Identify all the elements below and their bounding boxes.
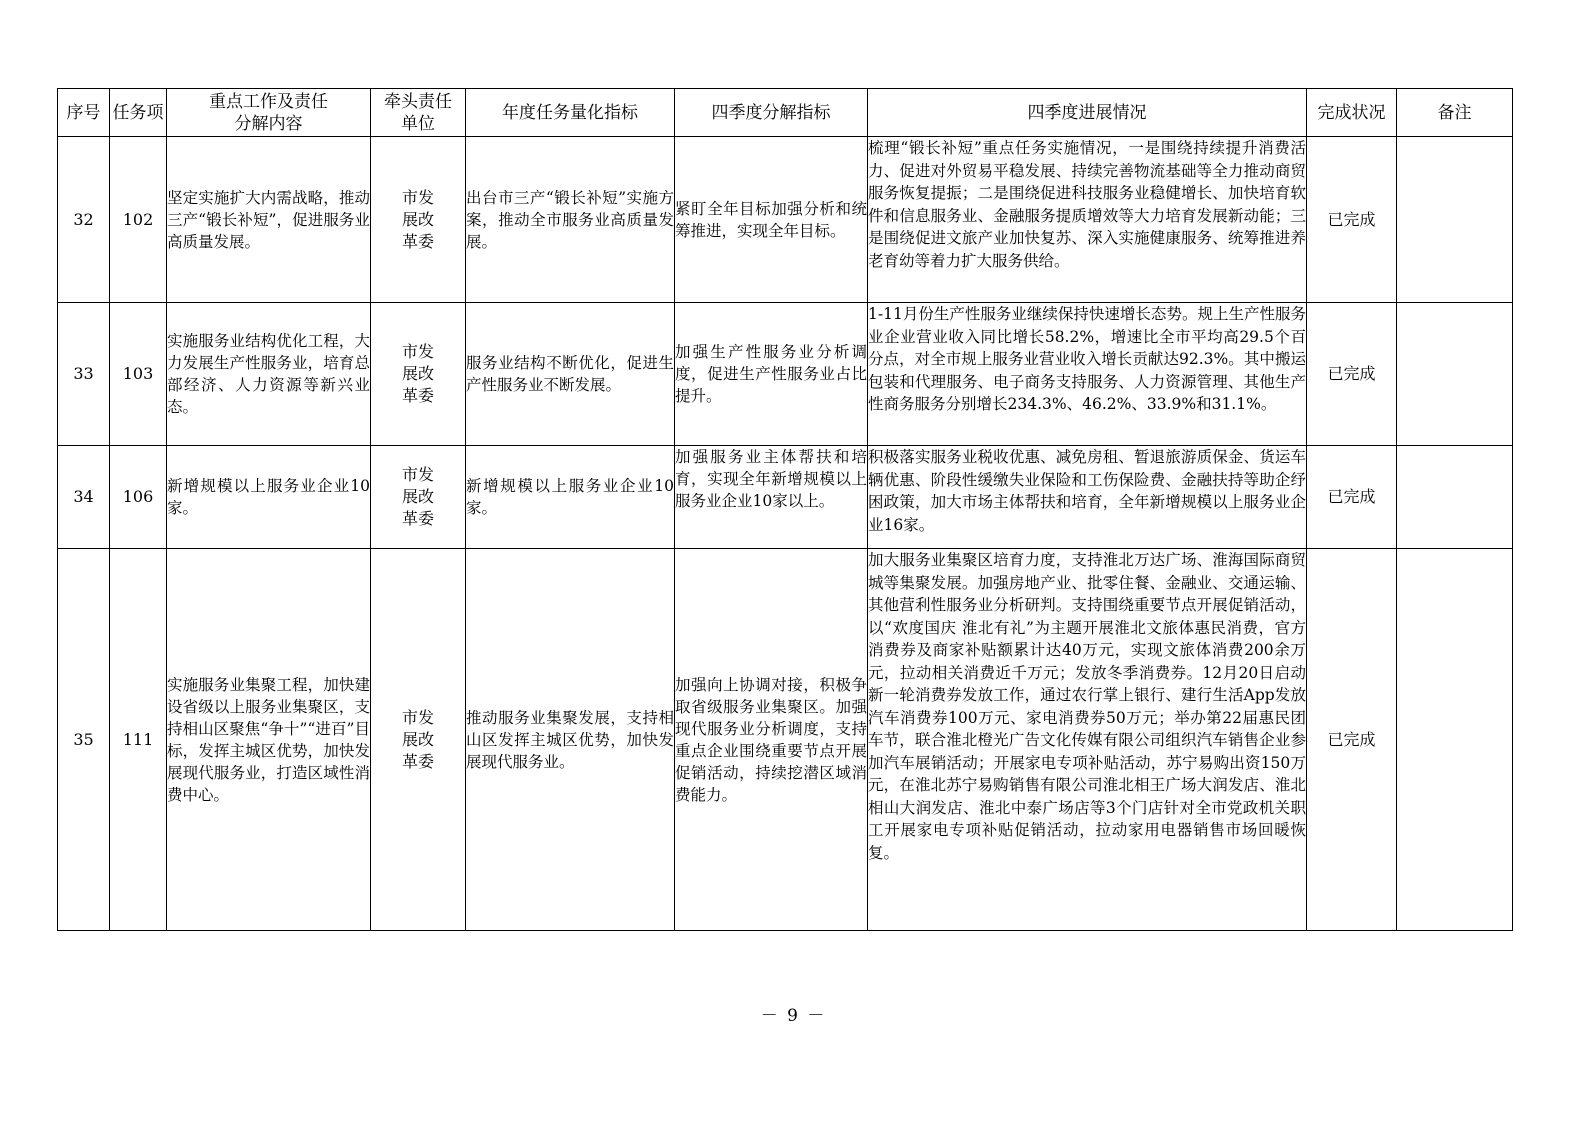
cell-q4-progress: 加大服务业集聚区培育力度，支持淮北万达广场、淮海国际商贸城等集聚发展。加强房地产业、批零住餐、金融业、交通运输、其他营利性服务业分析研判。支持围绕重要节点开展促销活动，以“欢度国庆 淮北有礼”为主题开展淮北文旅体惠民消费，官方消费券及商家补贴额累计达40万元，实现文旅体消费200余万元，拉动相关消费近千万元；发放冬季消费券。12月20日启动新一轮消费券发放工作，通过农行掌上银行、建行生活App发放汽车消费券100万元、家电消费券50万元；举办第22届惠民团车节，联合淮北橙光广告文化传媒有限公司组织汽车销售企业参加汽车展销活动；开展家电专项补贴活动，苏宁易购出资150万元，在淮北苏宁易购销售有限公司淮北相王广场大润发店、淮北相山大润发店、淮北中泰广场店等3个门店针对全市党政机关职工开展家电专项补贴促销活动，拉动家用电器销售市场回暖恢复。 — [868, 549, 1307, 931]
cell-index: 35 — [58, 549, 110, 931]
table-header-row — [58, 89, 1513, 137]
cell-unit: 市发展改革委 — [371, 137, 466, 303]
cell-task: 103 — [110, 303, 167, 446]
cell-annual-target: 服务业结构不断优化，促进生产性服务业不断发展。 — [466, 303, 675, 446]
header-annual-target: 年度任务量化指标 — [466, 89, 675, 137]
cell-task: 111 — [110, 549, 167, 931]
cell-index: 33 — [58, 303, 110, 446]
cell-note — [1397, 549, 1513, 931]
cell-unit: 市发展改革委 — [371, 303, 466, 446]
cell-index: 34 — [58, 446, 110, 549]
header-status: 完成状况 — [1307, 89, 1397, 137]
cell-index: 32 — [58, 137, 110, 303]
cell-q4-progress: 梳理“锻长补短”重点任务实施情况，一是围绕持续提升消费活力、促进对外贸易平稳发展、持续完善物流基础等全力推动商贸服务恢复提振；二是围绕促进科技服务业稳健增长、加快培育软件和信息服务业、金融服务提质增效等大力培育发展新动能；三是围绕促进文旅产业加快复苏、深入实施健康服务、统筹推进养老育幼等着力扩大服务供给。 — [868, 137, 1307, 303]
cell-task: 102 — [110, 137, 167, 303]
header-index: 序号 — [58, 89, 110, 137]
cell-unit: 市发展改革委 — [371, 549, 466, 931]
cell-annual-target: 新增规模以上服务业企业10家。 — [466, 446, 675, 549]
cell-q4-target: 加强服务业主体帮扶和培育，实现全年新增规模以上服务业企业10家以上。 — [675, 446, 868, 549]
header-q4-progress: 四季度进展情况 — [868, 89, 1307, 137]
table-row — [58, 303, 1513, 446]
cell-note — [1397, 137, 1513, 303]
cell-content: 实施服务业结构优化工程，大力发展生产性服务业，培育总部经济、人力资源等新兴业态。 — [167, 303, 371, 446]
cell-status: 已完成 — [1307, 446, 1397, 549]
cell-task: 106 — [110, 446, 167, 549]
cell-annual-target: 出台市三产“锻长补短”实施方案，推动全市服务业高质量发展。 — [466, 137, 675, 303]
header-note: 备注 — [1397, 89, 1513, 137]
cell-q4-progress: 积极落实服务业税收优惠、减免房租、暂退旅游质保金、货运车辆优惠、阶段性缓缴失业保险和工伤保险费、金融扶持等助企纾困政策，加大市场主体帮扶和培育，全年新增规模以上服务业企业16家。 — [868, 446, 1307, 549]
cell-q4-target: 紧盯全年目标加强分析和统筹推进，实现全年目标。 — [675, 137, 868, 303]
cell-note — [1397, 446, 1513, 549]
cell-q4-progress: 1-11月份生产性服务业继续保持快速增长态势。规上生产性服务业企业营业收入同比增长58.2%，增速比全市平均高29.5个百分点，对全市规上服务业营业收入增长贡献达92.3%。其中搬运包装和代理服务、电子商务支持服务、人力资源管理、其他生产性商务服务分别增长234.3%、46.2%、33.9%和31.1%。 — [868, 303, 1307, 446]
cell-content: 实施服务业集聚工程，加快建设省级以上服务业集聚区，支持相山区聚焦“争十”“进百”目标，发挥主城区优势，加快发展现代服务业，打造区域性消费中心。 — [167, 549, 371, 931]
header-q4-target: 四季度分解指标 — [675, 89, 868, 137]
header-unit: 牵头责任 单位 — [371, 89, 466, 137]
header-content: 重点工作及责任 分解内容 — [167, 89, 371, 137]
cell-status: 已完成 — [1307, 549, 1397, 931]
cell-q4-target: 加强向上协调对接，积极争取省级服务业集聚区。加强现代服务业分析调度，支持重点企业围绕重要节点开展促销活动，持续挖潜区域消费能力。 — [675, 549, 868, 931]
header-task: 任务项 — [110, 89, 167, 137]
cell-status: 已完成 — [1307, 303, 1397, 446]
cell-status: 已完成 — [1307, 137, 1397, 303]
cell-content: 坚定实施扩大内需战略，推动三产“锻长补短”，促进服务业高质量发展。 — [167, 137, 371, 303]
table-row — [58, 549, 1513, 931]
cell-annual-target: 推动服务业集聚发展，支持相山区发挥主城区优势，加快发展现代服务业。 — [466, 549, 675, 931]
cell-unit: 市发展改革委 — [371, 446, 466, 549]
table-row — [58, 137, 1513, 303]
cell-note — [1397, 303, 1513, 446]
table-row — [58, 446, 1513, 549]
cell-q4-target: 加强生产性服务业分析调度，促进生产性服务业占比提升。 — [675, 303, 868, 446]
task-progress-table — [57, 88, 1513, 931]
cell-content: 新增规模以上服务业企业10家。 — [167, 446, 371, 549]
page-number: － 9 － — [760, 1006, 827, 1026]
